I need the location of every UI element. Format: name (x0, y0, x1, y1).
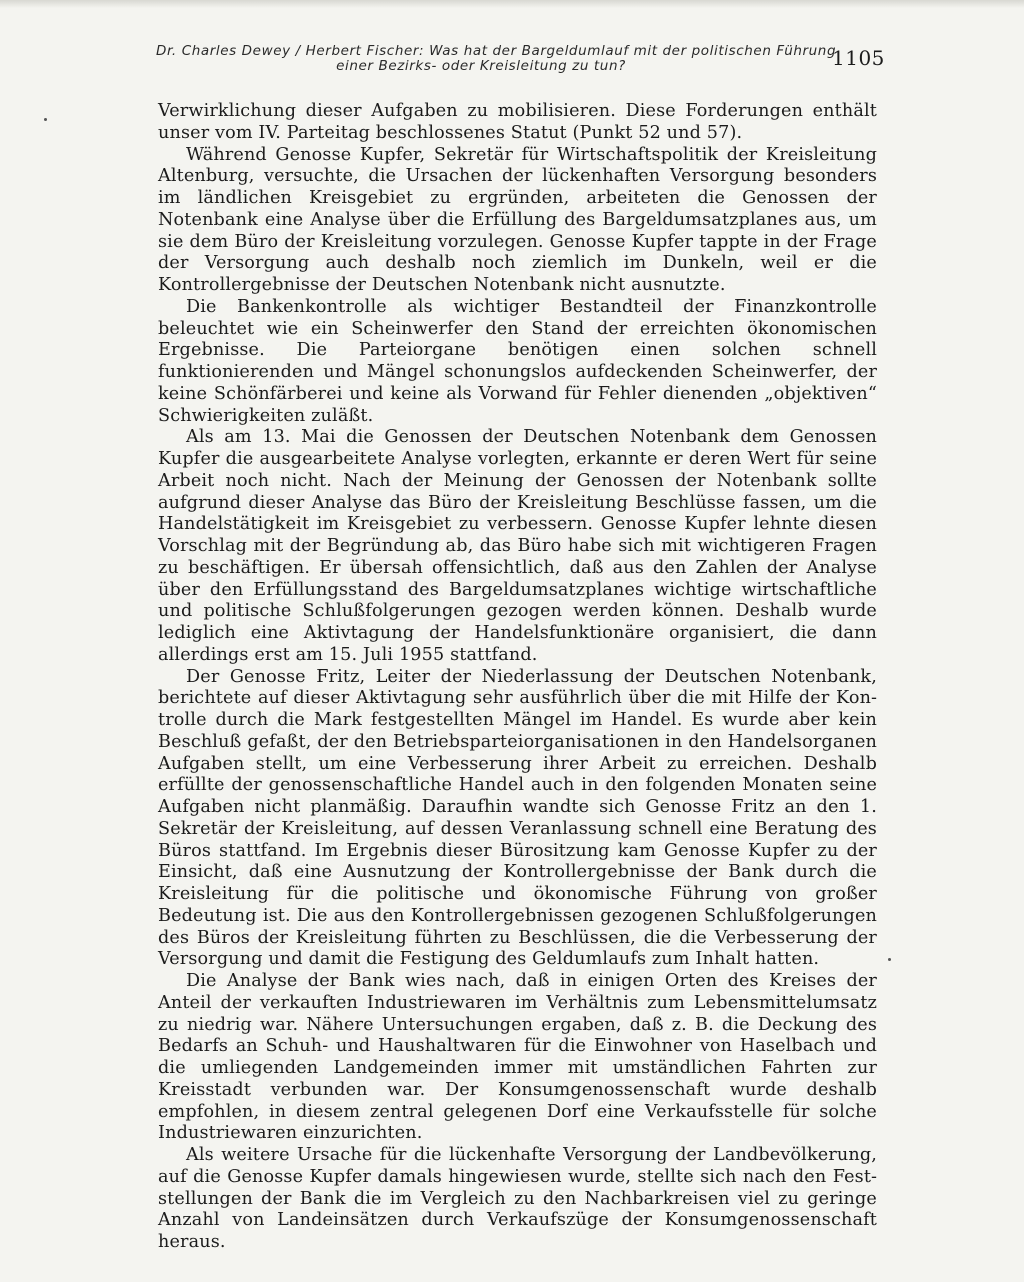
paragraph-2: Während Genosse Kupfer, Sekretär für Wirtschaftspolitik der Kreisleitung Altenburg, versuchte, die Ursachen der lückenhaften Versorgung besonders im ländlichen Kreisgebiet zu ergründen, arbeiteten die Genossen der Notenbank eine Analyse über die Erfüllung des Bargeldumsatzplanes aus, um sie dem Büro der Kreisleitung vorzulegen. Genosse Kupfer tappte in der Frage der Versorgung auch deshalb noch ziemlich im Dunkeln, weil er die Kontrollergebnisse der Deutschen Notenbank nicht ausnutzte. (158, 144, 877, 295)
paragraph-5: Der Genosse Fritz, Leiter der Niederlassung der Deutschen Notenbank, berichtete auf dieser Aktivtagung sehr ausführlich über die mit Hilfe der Kontrolle durch die Mark festgestellten Mängel im Handel. Es wurde aber kein Beschluß gefaßt, der den Betriebsparteiorganisationen in den Handelsorganen Aufgaben stellt, um eine Verbesserung ihrer Arbeit zu erreichen. Deshalb erfüllte der genossenschaftliche Handel auch in den folgenden Monaten seine Aufgaben nicht planmäßig. Daraufhin wandte sich Genosse Fritz an den 1. Sekretär der Kreisleitung, auf dessen Veranlassung schnell eine Beratung des Büros stattfand. Im Ergebnis dieser Bürositzung kam Genosse Kupfer zu der Einsicht, daß eine Ausnutzung der Kontrollergebnisse der Bank durch die Kreisleitung für die politische und ökonomische Führung von großer Bedeutung ist. Die aus den Kontrollergebnissen gezogenen Schlußfolgerungen des Büros der Kreisleitung führten zu Beschlüssen, die die Verbesserung der Versorgung und damit die Festigung des Geldumlaufs zum Inhalt hatten. (158, 666, 877, 970)
paragraph-1: Verwirklichung dieser Aufgaben zu mobilisieren. Diese Forderungen enthält unser vom IV. Parteitag beschlossenes Statut (Punkt 52 und 57). (158, 101, 877, 143)
paragraph-6: Die Analyse der Bank wies nach, daß in einigen Orten des Kreises der Anteil der verkauften Industriewaren im Verhältnis zum Lebensmittelumsatz zu niedrig war. Nähere Untersuchungen ergaben, daß z. B. die Deckung des Bedarfs an Schuh- und Haushaltwaren für die Einwohner von Haselbach und die umliegenden Landgemeinden immer mit umständlichen Fahrten zur Kreisstadt verbunden war. Der Konsumgenossenschaft wurde deshalb empfohlen, in diesem zentral gelegenen Dorf eine Verkaufsstelle für solche Industriewaren einzurichten. (158, 971, 877, 1144)
page-top-edge (0, 0, 1024, 8)
body-text (158, 101, 877, 1254)
scan-speck (44, 118, 47, 121)
paragraph-3: Die Bankenkontrolle als wichtiger Bestandteil der Finanzkontrolle beleuchtet wie ein Scheinwerfer den Stand der erreichten ökonomischen Ergebnisse. Die Parteiorgane benötigen einen solchen schnell funktionierenden und Mängel schonungslos aufdeckenden Scheinwerfer, der keine Schönfärberei und keine als Vorwand für Fehler dienenden „objektiven“ Schwierigkeiten zuläßt. (158, 296, 877, 426)
paragraph-4: Als am 13. Mai die Genossen der Deutschen Notenbank dem Genossen Kupfer die ausgearbeitete Analyse vorlegten, erkannte er deren Wert für seine Arbeit noch nicht. Nach der Meinung der Genossen der Notenbank sollte aufgrund dieser Analyse das Büro der Kreisleitung Beschlüsse fassen, um die Handelstätigkeit im Kreisgebiet zu verbessern. Genosse Kupfer lehnte diesen Vorschlag mit der Begründung ab, das Büro habe sich mit wichtigeren Fragen zu beschäftigen. Er übersah offensichtlich, daß aus den Zahlen der Analyse über den Erfüllungsstand des Bargeldumsatzplanes wichtige wirtschaftliche und politische Schlußfolgerungen gezogen werden können. Deshalb wurde lediglich eine Aktivtagung der Handelsfunktionäre organisiert, die dann allerdings erst am 15. Juli 1955 stattfand. (158, 427, 877, 665)
page-number: 1105 (832, 46, 885, 70)
scan-speck (888, 958, 891, 961)
running-header (156, 43, 837, 74)
paragraph-7: Als weitere Ursache für die lückenhafte Versorgung der Landbevölkerung, auf die Genosse Kupfer damals hingewiesen wurde, stellte sich nach den Feststellungen der Bank die im Vergleich zu den Nachbarkreisen viel zu geringe Anzahl von Landeinsätzen durch Verkaufszüge der Konsumgenossenschaft heraus. (158, 1145, 877, 1252)
running-header-line-1: Dr. Charles Dewey / Herbert Fischer: Was hat der Bargeldumlauf mit der politischen Führung (156, 43, 837, 59)
running-header-line-2: einer Bezirks- oder Kreisleitung zu tun? (336, 58, 626, 74)
